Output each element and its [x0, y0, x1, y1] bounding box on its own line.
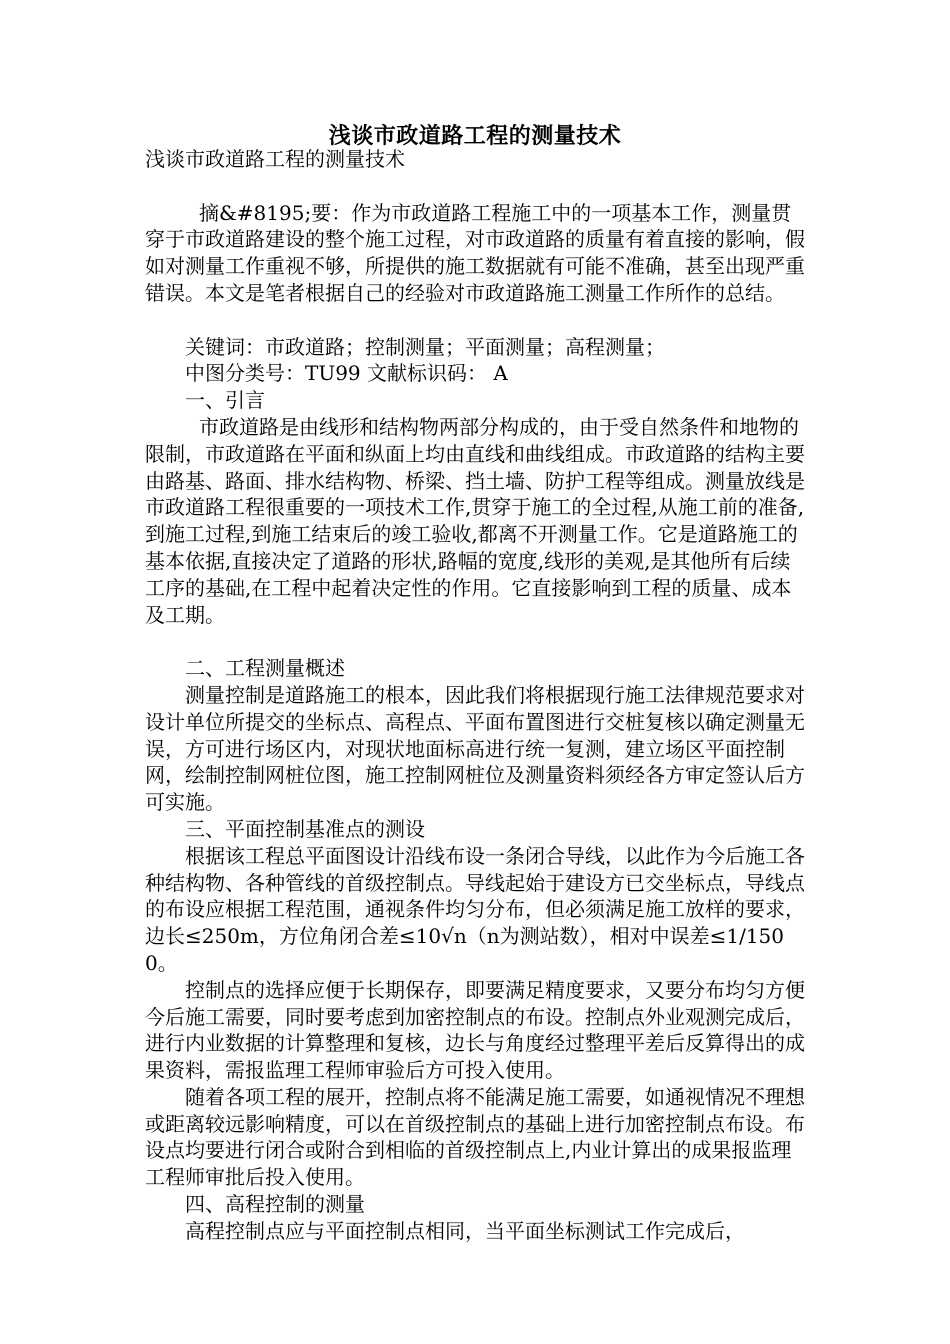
section-heading-3: 三、平面控制基准点的测设 [185, 816, 425, 841]
keywords-line: 关键词：市政道路；控制测量；平面测量；高程测量； [185, 334, 665, 359]
document-body [145, 146, 810, 1245]
document-subtitle: 浅谈市政道路工程的测量技术 [145, 147, 405, 171]
classification-line: 中图分类号：TU99 文献标识码： A [185, 361, 508, 386]
document-title: 浅谈市政道路工程的测量技术 [328, 123, 622, 149]
section-1-paragraph: 市政道路是由线形和结构物两部分构成的，由于受自然条件和地物的限制，市政道路在平面和纵面上均由直线和曲线组成。市政道路的结构主要由路基、路面、排水结构物、桥梁、挡土墙、防护工程等组成。测量放线是市政道路工程很重要的一项技术工作,贯穿于施工的全过程,从施工前的准备,到施工过程,到施工结束后的竣工验收,都离不开测量工作。它是道路施工的基本依据,直接决定了道路的形状,路幅的宽度,线形的美观,是其他所有后续工序的基础,在工程中起着决定性的作用。它直接影响到工程的质量、成本及工期。 [145, 414, 805, 627]
section-3-paragraph-1: 根据该工程总平面图设计沿线布设一条闭合导线，以此作为今后施工各种结构物、各种管线的首级控制点。导线起始于建设方已交坐标点，导线点的布设应根据工程范围，通视条件均匀分布，但必须满足施工放样的要求，边长≤250m，方位角闭合差≤10√n（n为测站数），相对中误差≤1/1500。 [145, 843, 805, 975]
section-4-paragraph: 高程控制点应与平面控制点相同，当平面坐标测试工作完成后， [185, 1218, 745, 1243]
section-heading-1: 一、引言 [185, 388, 265, 413]
section-2-paragraph: 测量控制是道路施工的根本，因此我们将根据现行施工法律规范要求对设计单位所提交的坐标点、高程点、平面布置图进行交桩复核以确定测量无误，方可进行场区内，对现状地面标高进行统一复测，建立场区平面控制网，绘制控制网桩位图，施工控制网桩位及测量资料须经各方审定签认后方可实施。 [145, 682, 805, 815]
section-heading-4: 四、高程控制的测量 [185, 1192, 365, 1217]
section-heading-2: 二、工程测量概述 [185, 656, 345, 681]
section-3-paragraph-3: 随着各项工程的展开，控制点将不能满足施工需要，如通视情况不理想或距离较远影响精度，可以在首级控制点的基础上进行加密控制点布设。布设点均要进行闭合或附合到相临的首级控制点上,内业计算出的成果报监理工程师审批后投入使用。 [145, 1084, 805, 1190]
blank-line [145, 307, 810, 334]
section-3-paragraph-2: 控制点的选择应便于长期保存，即要满足精度要求，又要分布均匀方便今后施工需要，同时要考虑到加密控制点的布设。控制点外业观测完成后，进行内业数据的计算整理和复核，边长与角度经过整理平差后反算得出的成果资料，需报监理工程师审验后方可投入使用。 [145, 977, 805, 1083]
blank-line [145, 628, 810, 655]
blank-line [145, 173, 810, 200]
abstract-paragraph: 摘&#8195;要：作为市政道路工程施工中的一项基本工作，测量贯穿于市政道路建设的整个施工过程，对市政道路的质量有着直接的影响，假如对测量工作重视不够，所提供的施工数据就有可能不准确，甚至出现严重错误。本文是笔者根据自己的经验对市政道路施工测量工作所作的总结。 [145, 200, 805, 305]
